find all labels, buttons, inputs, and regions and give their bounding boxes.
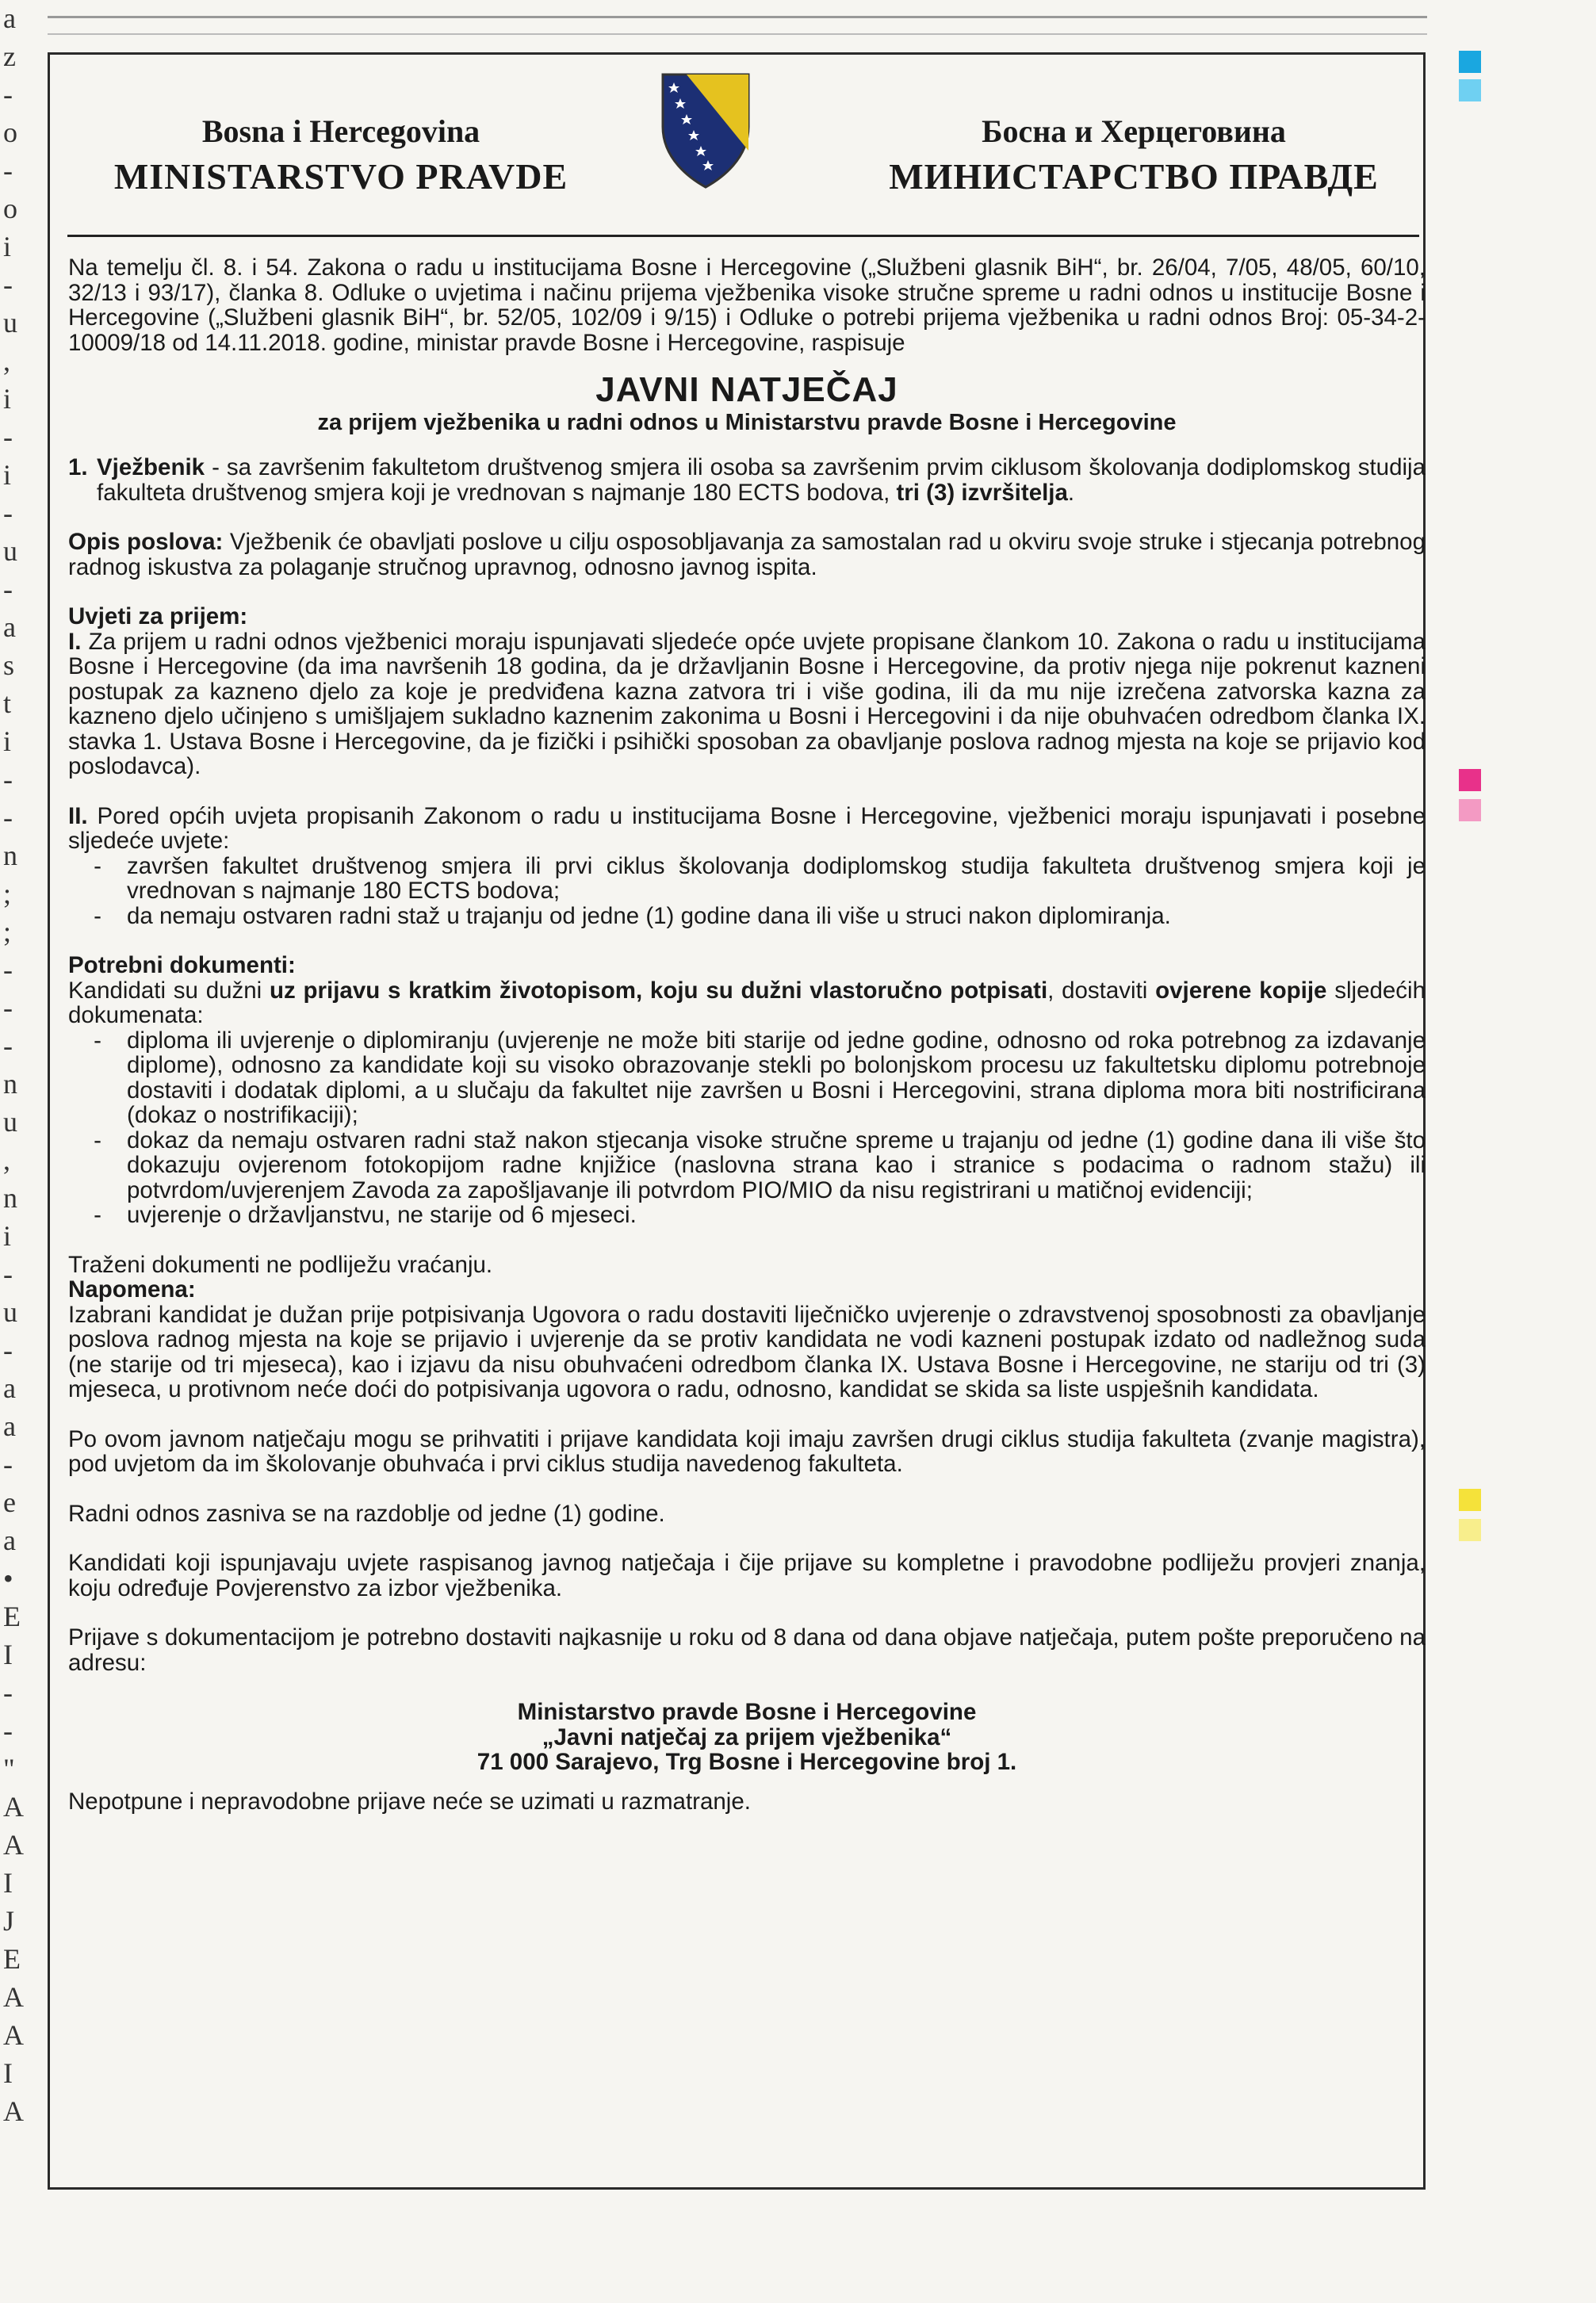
side-fragment-char: a — [3, 611, 16, 643]
list-item: - uvjerenje o državljanstvu, ne starije od 6 mjeseci. — [94, 1202, 637, 1228]
documents-intro: Kandidati su dužni uz prijavu s kratkim životopisom, koju su dužni vlastoručno potpisati, dostaviti ovjerene kopije sljedećih dokumenata: — [68, 977, 1426, 1028]
closing-note: Nepotpune i nepravodobne prijave neće se uzimati u razmatranje. — [68, 1788, 751, 1815]
side-fragment-char: a — [3, 2, 16, 34]
side-fragment-char: E — [3, 1601, 21, 1632]
general-conditions-text: Za prijem u radni odnos vježbenici moraju ispunjavati sljedeće opće uvjete propisane člankom 10. Zakona o radu u institucijama Bosne i Hercegovine (da ima navršenih 18 godina, da je državljanin Bosne i Hercegovine, da protiv njega nije pokrenut kazneni postupak za kazneno djelo za koje je predviđena kazna zatvora tri i više godina, ili da mu nije izrečena zatvorska kazna za kazneno djelo učinjeno s umišljajem sukladno kaznenim zakonima u Bosni i Hercegovini i da nije obuhvaćen odredbom članka IX. stavka 1. Ustava Bosne i Hercegovine, da je fizički i psihički sposoban za obavljanje poslova radnog mjesta na koje se prijavio kod poslodavca). — [68, 628, 1426, 779]
side-fragment-char: i — [3, 1220, 12, 1252]
side-fragment-char: - — [3, 1715, 13, 1746]
side-fragment-char: a — [3, 1372, 16, 1404]
note-heading: Napomena: — [68, 1276, 196, 1303]
side-fragment-char: A — [3, 1829, 24, 1861]
side-fragment-char: - — [3, 78, 13, 110]
special-conditions — [68, 804, 1426, 854]
side-fragment-char: - — [3, 421, 13, 453]
side-fragment-char: A — [3, 1791, 24, 1823]
side-fragment-char: - — [3, 1677, 13, 1708]
side-fragment-char: - — [3, 1334, 13, 1366]
notice-subtitle: za prijem vježbenika u radni odnos u Ministarstvu pravde Bosne i Hercegovine — [317, 410, 1177, 435]
note-text: Izabrani kandidat je dužan prije potpisivanja Ugovora o radu dostaviti liječničko uvjerenje o zdravstvenoj sposobnosti za obavljanje poslova radnog mjesta na koje se prijavio i uvjerenje da se protiv kandidata ne vodi kazneni postupak izdato od nadležnog suda (ne starije od tri mjeseca), kao i izjavu da nisu obuhvaćeni odredbom članka IX. Ustava Bosne i Hercegovine, ne stariju od tri (3) mjeseca, u protivnom neće doći do potpisivanja ugovora o radu, odnosno, kandidat se skida sa liste uspješnih kandidata. — [68, 1301, 1426, 1402]
side-fragment-char: - — [3, 573, 13, 605]
list-item: - da nemaju ostvaren radni staž u trajanju od jedne (1) godine dana ili više u struci nakon diplomiranja. — [94, 902, 1171, 929]
side-fragment-char: - — [3, 155, 13, 186]
documents-list — [68, 1028, 1426, 1228]
side-fragment-char: - — [3, 1258, 13, 1290]
side-fragment-char: - — [3, 801, 13, 833]
duties-paragraph — [68, 530, 1426, 580]
side-fragment-char: a — [3, 1410, 16, 1442]
side-fragment-char: i — [3, 383, 12, 415]
list-item: - dokaz da nemaju ostvaren radni staž nakon stjecanja visoke stručne spreme u trajanju od jedne (1) godine dana ili više što dokazuju ovjerenom fotokopijom radne knjižice (naslovna strana kao i stranice s podacima o radnom stažu) ili potvrdom/uvjerenjem Zavoda za zapošljavanje ili potvrdom PIO/MIO da nisu registrirani u matičnoj evidenciji; — [94, 1127, 1426, 1203]
notice-title: JAVNI NATJEČAJ — [595, 370, 898, 409]
side-fragment-char: - — [3, 497, 13, 529]
print-mark-cyan-light — [1459, 79, 1481, 101]
side-fragment-char: ; — [3, 916, 12, 947]
side-fragment-char: t — [3, 687, 12, 719]
special-conditions-number: II. — [68, 802, 88, 829]
side-fragment-char: I — [3, 2057, 13, 2089]
side-fragment-char: e — [3, 1486, 16, 1518]
side-fragment-char: u — [3, 1106, 17, 1138]
side-fragment-char: - — [3, 1030, 13, 1062]
print-mark-magenta-light — [1459, 799, 1481, 821]
side-fragment-char: - — [3, 269, 13, 300]
side-fragment-char: - — [3, 954, 13, 985]
side-fragment-char: I — [3, 1867, 13, 1899]
position-end: . — [1067, 479, 1075, 506]
side-fragment-char: A — [3, 2095, 24, 2127]
country-name-latin: Bosna i Hercegovina — [201, 113, 480, 149]
side-fragment-char: " — [3, 1753, 15, 1785]
side-fragment-char: i — [3, 459, 12, 491]
legal-basis-paragraph: Na temelju čl. 8. i 54. Zakona o radu u institucijama Bosne i Hercegovine („Službeni glasnik BiH“, br. 26/04, 7/05, 48/05, 60/10, 32/13 i 93/17), članka 8. Odluke o uvjetima i načinu prijema vježbenika visoke stručne spreme u radni odnos u institucije Bosne i Hercegovine („Službeni glasnik BiH“, br. 52/05, 102/09 i 9/15) i Odluke o potrebi prijema vježbenika u radni odnos Broj: 05-34-2-10009/18 od 14.11.2018. godine, ministar pravde Bosne i Hercegovine, raspisuje — [68, 254, 1426, 356]
side-fragment-char: A — [3, 2019, 24, 2051]
special-conditions-text: Pored općih uvjeta propisanih Zakonom o radu u institucijama Bosne i Hercegovine, vježbenici moraju ispunjavati i posebne sljedeće uvjete: — [68, 802, 1426, 854]
side-fragment-char: , — [3, 345, 10, 377]
address-line-ministry: Ministarstvo pravde Bosne i Hercegovine — [517, 1699, 977, 1725]
adjacent-column-fragments — [0, 0, 24, 2303]
position-count: tri (3) izvršitelja — [896, 479, 1068, 506]
address-line-street: 71 000 Sarajevo, Trg Bosne i Hercegovine broj 1. — [477, 1749, 1017, 1775]
header-cyrillic — [856, 111, 1411, 201]
side-fragment-char: u — [3, 1296, 17, 1328]
knowledge-test-paragraph: Kandidati koji ispunjavaju uvjete raspisanog javnog natječaja i čije prijave su kompletne i pravodobne podliježu provjeri znanja, koju određuje Povjerenstvo za izbor vježbenika. — [68, 1550, 1426, 1601]
side-fragment-char: a — [3, 1524, 16, 1556]
side-fragment-char: o — [3, 193, 17, 224]
side-fragment-char: n — [3, 1182, 17, 1214]
side-fragment-char: • — [3, 1563, 13, 1594]
side-fragment-char: u — [3, 307, 17, 339]
list-item: - diploma ili uvjerenje o diplomiranju (uvjerenje ne može biti starije od jedne godine, odnosno od roka potrebnog za izdavanje diplome), odnosno za kandidate koji su visoko obrazovanje stekli po bolonjskom procesu uz fakultetsku diplomu potrebnoje dostaviti i dodatak diplomi, a u slučaju da fakultet nije završen u Bosni i Hercegovini, strana diploma mora biti nostrificirana (dokaz o nostrifikaciji); — [94, 1027, 1426, 1128]
notice-body — [68, 255, 1426, 1814]
side-fragment-char: - — [3, 1448, 13, 1480]
top-rule — [48, 16, 1427, 18]
general-conditions-number: I. — [68, 628, 82, 655]
header-divider — [67, 235, 1419, 237]
general-conditions — [68, 629, 1426, 779]
position-text: - sa završenim fakultetom društvenog smjera ili osoba sa završenim prvim ciklusom školovanja dodiplomskog studija fakulteta društvenog smjera koji je vrednovan s najmanje 180 ECTS bodova, — [97, 454, 1426, 506]
list-item: - završen fakultet društvenog smjera ili prvi ciklus školovanja dodiplomskog studija fakulteta društvenog smjera koji je vrednovan s najmanje 180 ECTS bodova; — [94, 852, 1426, 904]
submission-paragraph: Prijave s dokumentacijom je potrebno dostaviti najkasnije u roku od 8 dana od dana objave natječaja, putem pošte preporučeno na adresu: — [68, 1624, 1426, 1676]
duties-text: Vježbenik će obavljati poslove u cilju osposobljavanja za samostalan rad u okviru svoje struke i stjecanja potrebnog radnog iskustva za polaganje stručnog upravnog, odnosno javnog ispita. — [68, 529, 1426, 580]
top-rule-secondary — [48, 33, 1427, 35]
position-name: Vježbenik — [97, 454, 205, 480]
side-fragment-char: i — [3, 725, 12, 757]
side-fragment-char: i — [3, 231, 12, 262]
side-fragment-char: E — [3, 1943, 21, 1975]
master-degree-paragraph: Po ovom javnom natječaju mogu se prihvatiti i prijave kandidata koji imaju završen drugi ciklus studija fakulteta (zvanje magistra), pod uvjetom da im školovanje obuhvaća i prvi ciklus studija navedenog fakulteta. — [68, 1425, 1426, 1477]
side-fragment-char: ; — [3, 878, 12, 909]
side-fragment-char: - — [3, 992, 13, 1023]
side-fragment-char: u — [3, 535, 17, 567]
side-fragment-char: s — [3, 649, 15, 681]
documents-heading: Potrebni dokumenti: — [68, 952, 296, 978]
ministry-name-latin: MINISTARSTVO PRAVDE — [113, 156, 568, 197]
side-fragment-char: n — [3, 1068, 17, 1100]
position-description — [89, 455, 1426, 505]
side-fragment-char: n — [3, 840, 17, 871]
coat-of-arms-icon — [658, 71, 753, 190]
country-name-cyrillic: Босна и Херцеговина — [982, 113, 1286, 149]
side-fragment-char: o — [3, 117, 17, 148]
side-fragment-char: I — [3, 1639, 13, 1670]
duties-label: Opis poslova: — [68, 529, 224, 555]
print-mark-yellow-light — [1459, 1519, 1481, 1541]
special-conditions-list — [68, 854, 1426, 929]
position-item — [68, 455, 1426, 505]
header-latin — [63, 111, 618, 201]
print-mark-cyan — [1459, 51, 1481, 73]
side-fragment-char: z — [3, 40, 16, 72]
side-fragment-char: , — [3, 1144, 10, 1176]
ministry-name-cyrillic: МИНИСТАРСТВО ПРАВДЕ — [889, 156, 1379, 197]
employment-duration-paragraph: Radni odnos zasniva se na razdoblje od jedne (1) godine. — [68, 1500, 665, 1527]
print-mark-magenta — [1459, 769, 1481, 791]
conditions-heading: Uvjeti za prijem: — [68, 603, 248, 629]
print-mark-yellow — [1459, 1489, 1481, 1511]
side-fragment-char: - — [3, 763, 13, 795]
side-fragment-char: A — [3, 1981, 24, 2013]
mailing-address — [68, 1700, 1426, 1775]
side-fragment-char: J — [3, 1905, 15, 1937]
documents-no-return: Traženi dokumenti ne podliježu vraćanju. — [68, 1251, 493, 1278]
position-number: 1. — [68, 454, 88, 480]
address-line-subject: „Javni natječaj za prijem vježbenika“ — [542, 1723, 952, 1750]
